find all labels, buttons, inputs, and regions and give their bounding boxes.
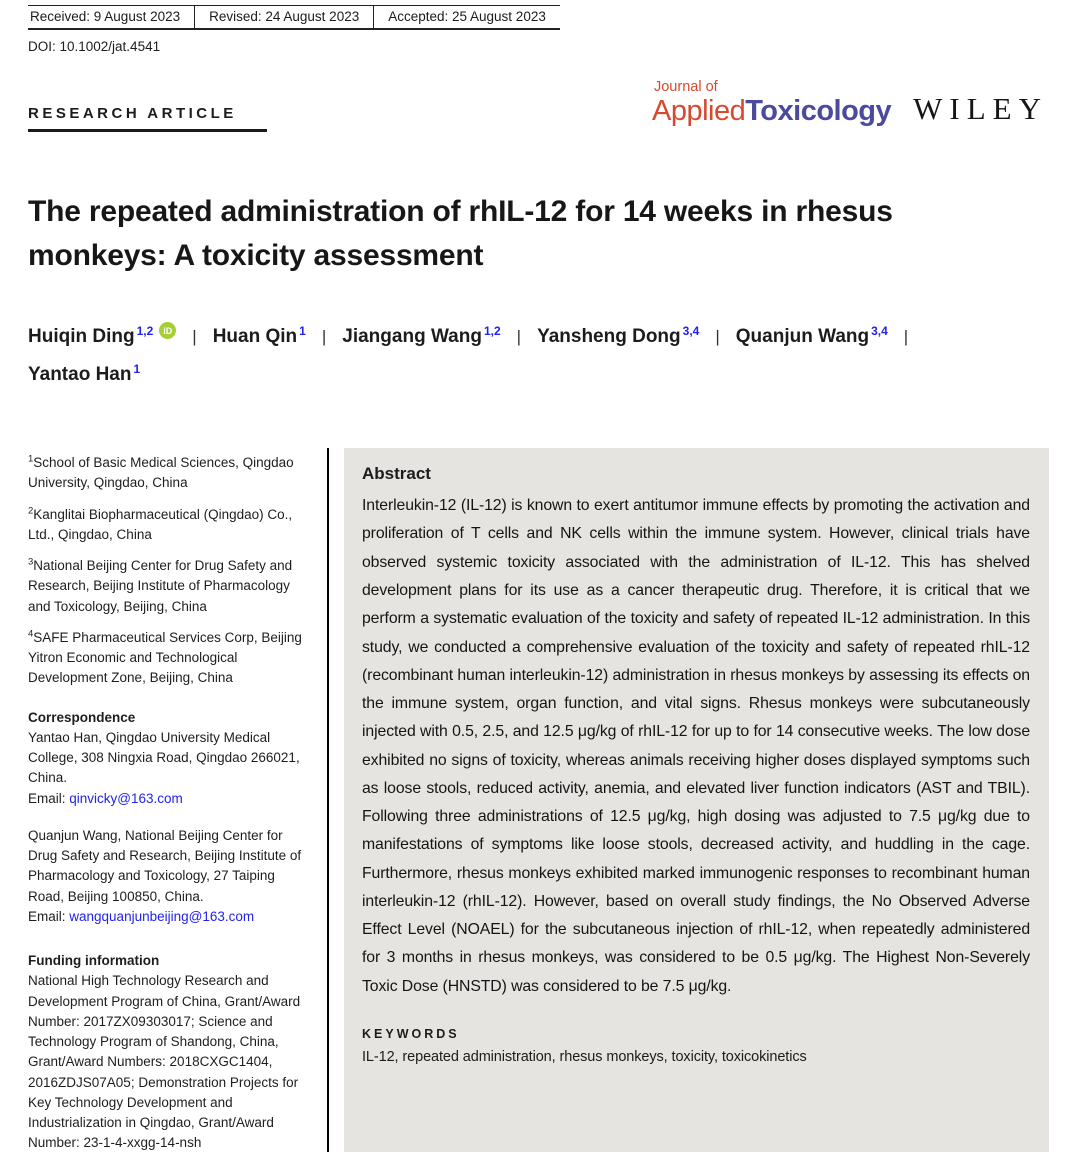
author [537,318,699,356]
main-content [28,448,1048,1152]
received-date: Received: 9 August 2023 [28,6,195,28]
affiliation-number: 2 [28,505,34,517]
author-affil-sup: 1 [133,362,141,377]
journal-of-label: Journal of [653,79,718,95]
author [736,318,888,356]
journal-name-applied: Applied [651,94,746,127]
affiliation-text: School of Basic Medical Sciences, Qingdao University, Qingdao, China [28,455,294,491]
author-separator: | [516,327,522,347]
left-sidebar [28,448,312,1152]
journal-name [651,94,892,127]
affiliation [28,556,312,617]
paper-title: The repeated administration of rhIL-12 for 14 weeks in rhesus monkeys: A toxicity assessment [28,195,893,273]
author [213,318,306,356]
revised-date: Revised: 24 August 2023 [195,6,374,28]
column-divider [327,448,329,1152]
author [28,318,176,356]
author-affil-sup: 3,4 [871,324,888,339]
email-label: Email: [28,908,70,924]
abstract-panel [344,448,1049,1152]
author-separator: | [715,327,720,347]
article-type-label: RESEARCH ARTICLE [28,105,267,132]
author-name: Yantao Han [28,364,132,386]
correspondence-email-line [28,907,312,927]
email-link[interactable]: wangquanjunbeijing@163.com [69,908,255,924]
author [28,356,140,394]
author-name: Huan Qin [212,326,298,348]
correspondence-text: Yantao Han, Qingdao University Medical College, 308 Ningxia Road, Qingdao 266021, China. [28,729,300,786]
accepted-date: Accepted: 25 August 2023 [388,9,546,24]
affiliation-number: 1 [28,453,34,465]
affiliation [28,628,312,689]
author-affil-sup: 1 [299,324,306,339]
affiliation-number: 3 [28,556,34,568]
keywords-text: IL-12, repeated administration, rhesus monkeys, toxicity, toxicokinetics [362,1048,807,1065]
dates-strip [28,5,560,30]
journal-wordmark [652,80,891,126]
funding-heading: Funding information [28,953,160,969]
email-label: Email: [28,790,70,806]
journal-logo [652,80,1048,126]
doi: DOI: 10.1002/jat.4541 [28,39,161,54]
funding-text: National High Technology Research and Development Program of China, Grant/Award Number: 2017ZX09303017; Science and Technology Program of Shandong, China, Grant/Award Numbers: 2018CXGC1404, 2016ZDJS07A05; Demonstration Projects for Key Technology Development and Industrialization in Qingdao, Grant/Award Number: 23-1-4-xxgg-14-nsh [28,973,301,1151]
correspondence-heading: Correspondence [28,709,136,725]
correspondence-text: Quanjun Wang, National Beijing Center for Drug Safety and Research, Beijing Institute of Pharmacology and Toxicology, 27 Taiping Road, Beijing 100850, China. [28,827,302,904]
affiliation [28,453,312,494]
affiliation-text: National Beijing Center for Drug Safety and Research, Beijing Institute of Pharmacology and Toxicology, Beijing, China [28,558,293,614]
header-row [28,79,1048,146]
author-affil-sup: 3,4 [682,324,700,339]
affiliation-number: 4 [28,628,34,640]
author-separator: | [903,327,909,347]
journal-name-toxicology: Toxicology [745,94,892,127]
author-separator: | [192,327,197,347]
wiley-logo: WILEY [913,90,1048,126]
author-affil-sup: 1,2 [483,324,501,339]
author-name: Quanjun Wang [735,326,870,348]
email-link[interactable]: qinvicky@163.com [69,790,183,806]
keywords-heading: KEYWORDS [362,1026,460,1041]
correspondence-email-line [28,789,312,809]
funding-section [28,951,312,1152]
correspondence-section [28,708,312,809]
author-name: Jiangang Wang [342,326,482,348]
abstract-heading: Abstract [362,464,431,484]
author-name: Yansheng Dong [537,326,681,348]
correspondence-section [28,826,312,927]
orcid-icon[interactable]: iD [159,322,176,339]
abstract-text: Interleukin-12 (IL-12) is known to exert antitumor immune effects by promoting the activation and proliferation of T cells and NK cells within the immune system. However, clinical trials have observed systemic toxicity associated with the administration of IL-12. This has shelved development plans for its use as a cancer therapeutic drug. Therefore, it is critical that we perform a systematic evaluation of the toxicity and safety of repeated IL-12 administration. In this study, we conducted a comprehensive evaluation of the toxicity and safety of repeated rhIL-12 (recombinant human interleukin-12) administration in rhesus monkeys by assessing its effects on the immune system, organ function, and vital signs. Rhesus monkeys were subcutaneously injected with 0.5, 2.5, and 12.5 μg/kg of rhIL-12 for up to for 14 consecutive weeks. The low dose exhibited no signs of toxicity, whereas animals receiving higher doses displayed symptoms such as loose stools, reduced activity, anemia, and elevated liver function indicators (AST and TBIL). Following three administrations of 12.5 μg/kg, high dosing was adjusted to 7.5 μg/kg due to manifestations of symptoms like loose stools, decreased activity, and huddling in the cage. Furthermore, rhesus monkeys exhibited marked immunogenic responses to recombinant human interleukin-12 (rhIL-12). However, based on overall study findings, the No Observed Adverse Effect Level (NOAEL) for the subcutaneous injection of rhIL-12, when repeatedly administered for 3 months in rhesus monkeys, was considered to be 0.5 μg/kg. The Highest Non-Severely Toxic Dose (HNSTD) was considered to be 7.5 μg/kg. [362,497,1030,995]
author-separator: | [321,327,327,347]
author [342,318,500,356]
author-affil-sup: 1,2 [136,324,154,339]
author-name: Huiqin Ding [28,326,135,348]
affiliation [28,505,312,546]
author-list [28,318,963,394]
affiliation-text: SAFE Pharmaceutical Services Corp, Beijing Yitron Economic and Technological Development Zone, Beijing, China [28,629,302,686]
affiliation-text: Kanglitai Biopharmaceutical (Qingdao) Co., Ltd., Qingdao, China [28,506,293,542]
